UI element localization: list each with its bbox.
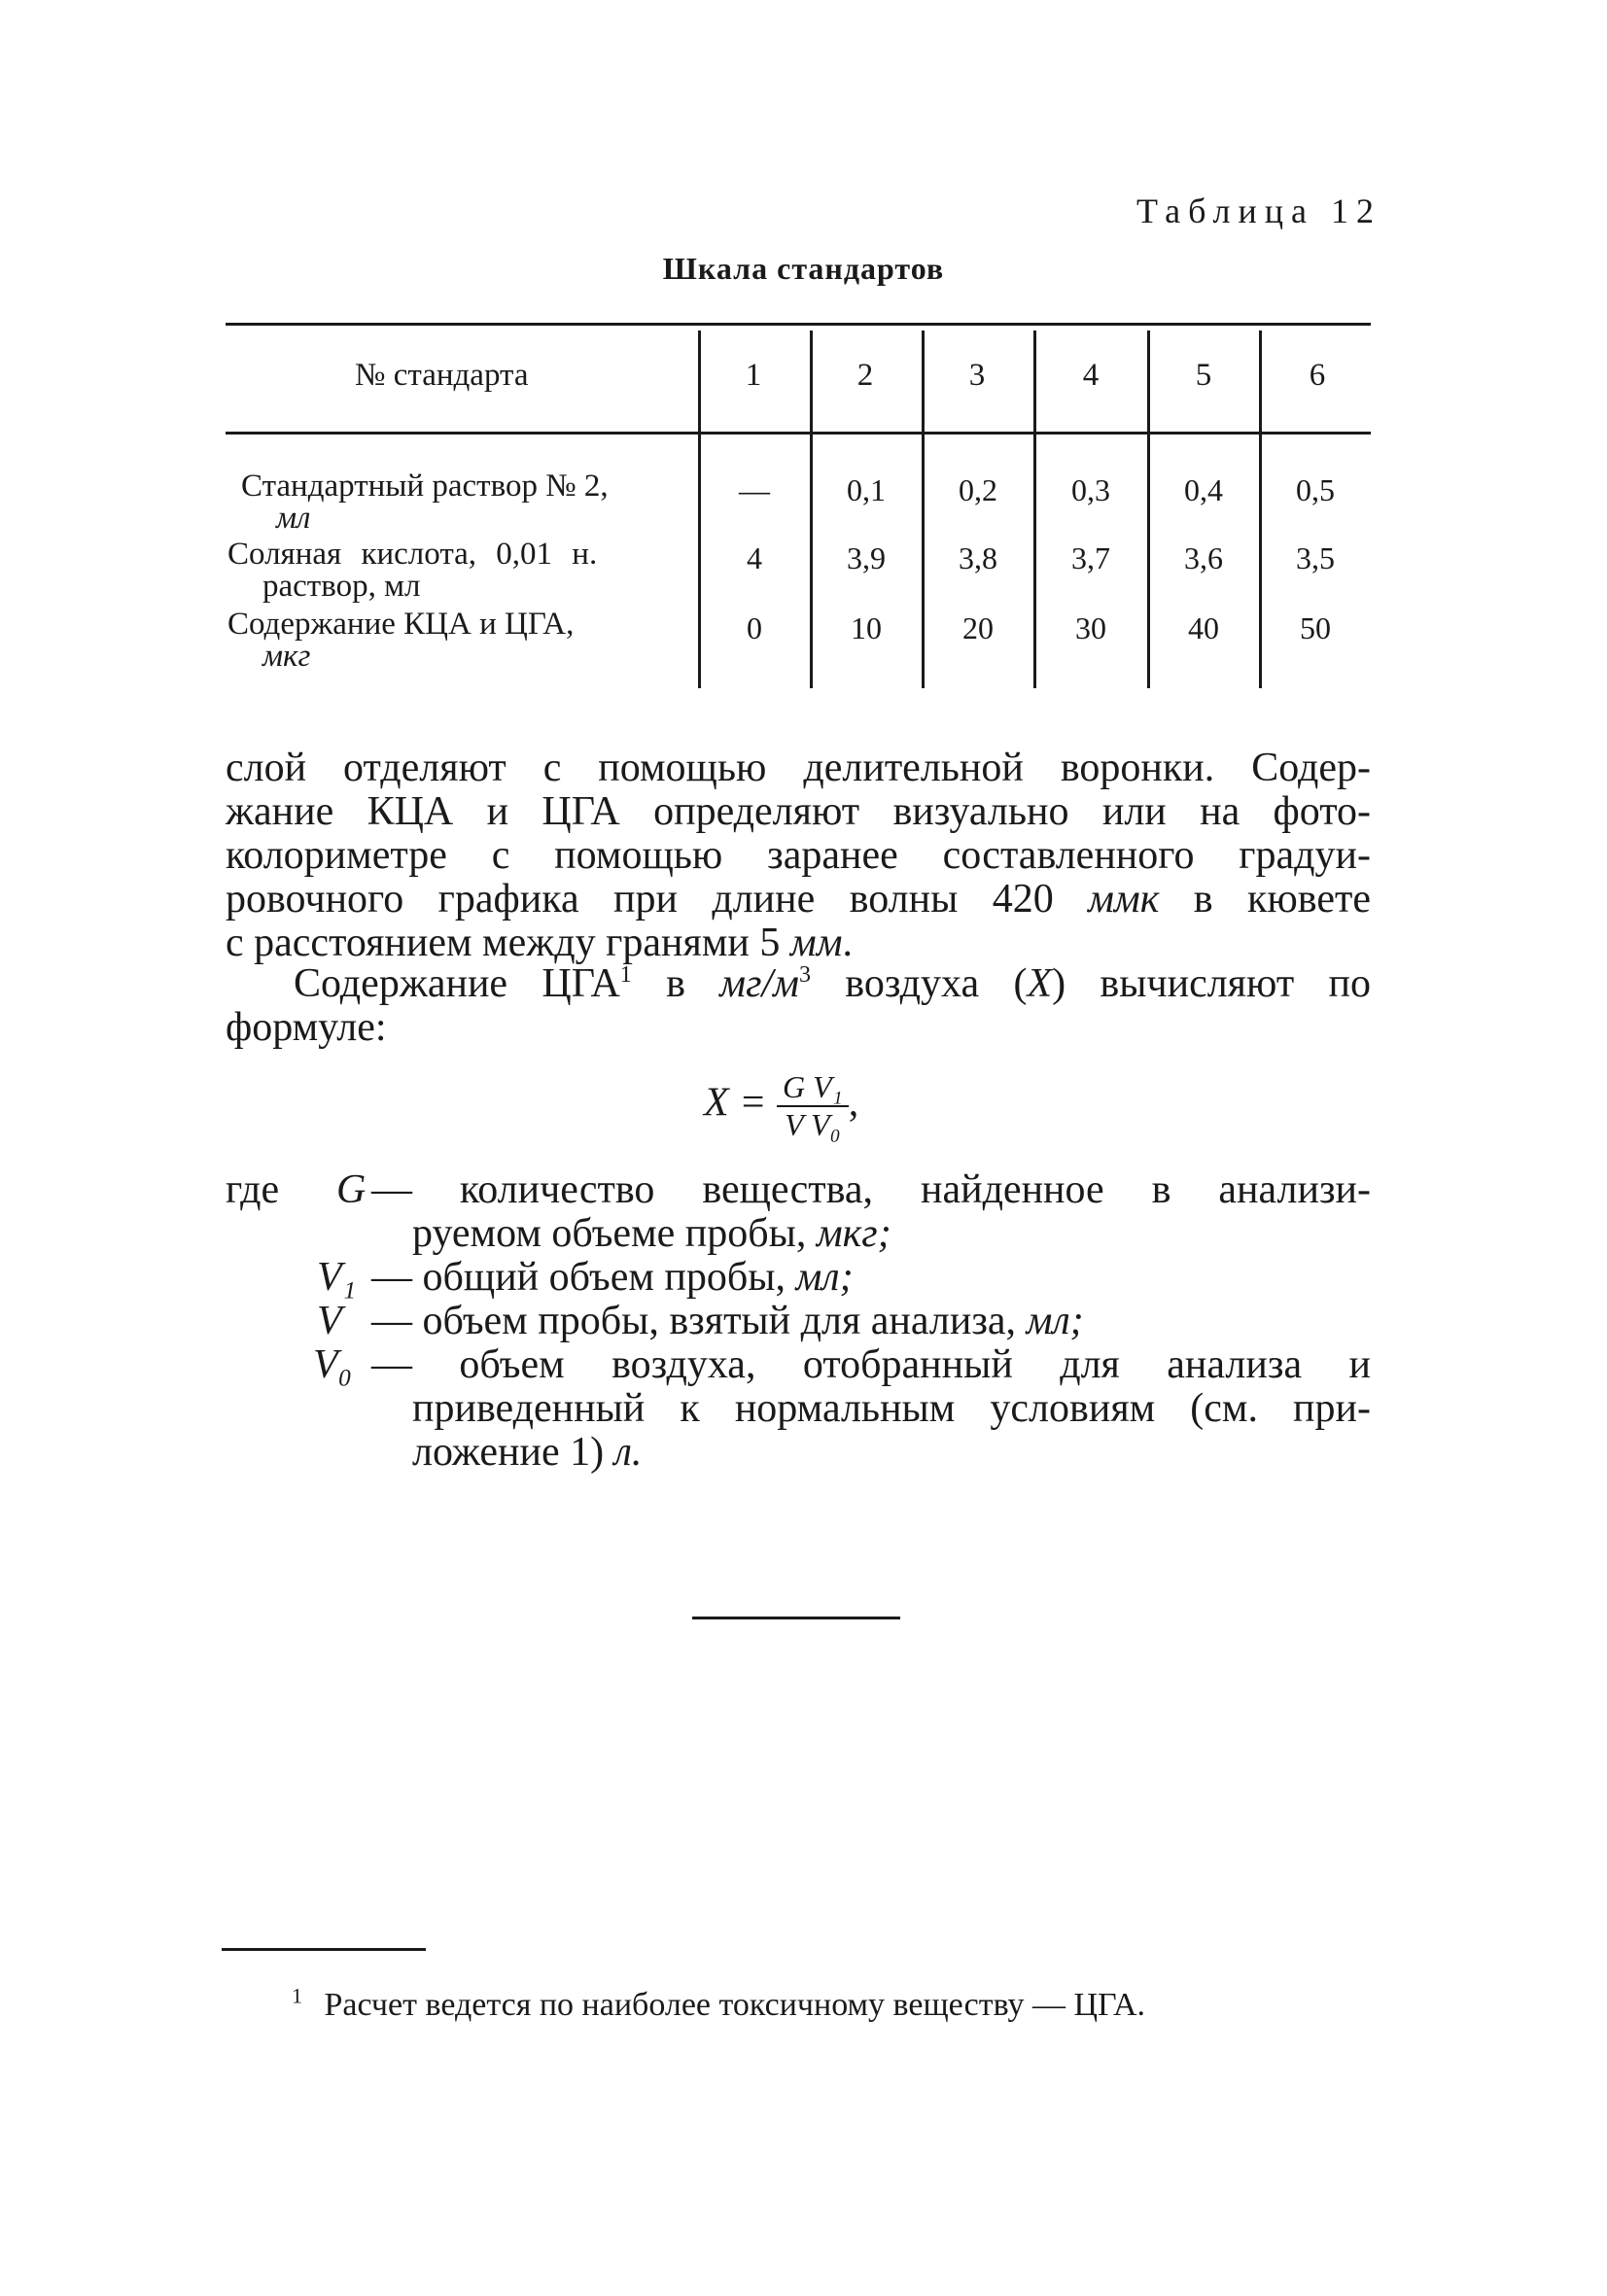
table-cell: 10 xyxy=(851,610,882,645)
table-column-divider xyxy=(1147,330,1150,688)
table-column-divider xyxy=(922,330,925,688)
definition-text: — количество вещества, найденное в анализи- xyxy=(371,1167,1371,1212)
text-line: слой отделяют с помощью делительной воронки. Содер- xyxy=(226,746,1371,790)
variable-symbol: V₁ xyxy=(317,1255,357,1300)
definition-text: — объем пробы, взятый для анализа, мл; xyxy=(371,1299,1084,1343)
table-header-rule xyxy=(226,432,1371,435)
table-cell: 0,4 xyxy=(1184,472,1223,507)
body-paragraph xyxy=(226,747,1371,965)
table-cell: 4 xyxy=(747,540,762,575)
row-label-line: Содержание КЦА и ЦГА, xyxy=(227,607,575,642)
table-cell: — xyxy=(739,472,770,507)
table-column-divider xyxy=(810,330,813,688)
section-end-rule xyxy=(692,1617,900,1619)
table-top-rule xyxy=(226,323,1371,326)
table-header-cell: 6 xyxy=(1309,358,1326,393)
table-column-divider xyxy=(1033,330,1036,688)
table-cell: 0,1 xyxy=(847,472,886,507)
formula-denominator: V V₀ xyxy=(785,1107,841,1142)
table-column-divider xyxy=(698,330,701,688)
variable-symbol: G xyxy=(336,1167,367,1212)
table-cell: 20 xyxy=(962,610,994,645)
footnote-mark: 1 xyxy=(292,1983,302,2008)
table-row-label xyxy=(241,470,609,535)
text-line: Содержание ЦГА$^1$ в $мг/м^3$ воздуха (X) вычисляют по xyxy=(294,961,1371,1006)
footnote-text: Расчет ведется по наиболее токсичному веществу — ЦГА. xyxy=(324,1987,1146,2023)
table-header-cell: 5 xyxy=(1195,358,1212,393)
table-cell: 3,6 xyxy=(1184,540,1223,575)
definition-text: ложение 1) л. xyxy=(412,1430,643,1475)
where-label: где xyxy=(226,1167,280,1212)
table-cell: 0,2 xyxy=(959,472,997,507)
table-cell: 0,5 xyxy=(1296,472,1335,507)
definition-text: — объем воздуха, отобранный для анализа и xyxy=(371,1342,1371,1387)
table-row-label xyxy=(227,609,574,673)
row-label-unit: мкг xyxy=(262,639,311,674)
table-cell: 30 xyxy=(1075,610,1106,645)
definition-text: — общий объем пробы, мл; xyxy=(371,1255,854,1300)
formula-numerator: G V₁ xyxy=(777,1069,849,1107)
text-line: колориметре с помощью заранее составленного градуи- xyxy=(226,833,1371,878)
table-cell: 50 xyxy=(1300,610,1331,645)
body-paragraph xyxy=(226,962,1371,1050)
table-cell: 0,3 xyxy=(1071,472,1110,507)
table-header-cell: 3 xyxy=(968,358,986,393)
table-header-cell: 4 xyxy=(1082,358,1100,393)
definition-text: приведенный к нормальным условиям (см. при- xyxy=(412,1386,1371,1431)
table-cell: 40 xyxy=(1188,610,1219,645)
text-line: ровочного графика при длине волны 420 ммк в кювете xyxy=(226,877,1371,922)
row-label-line: Стандартный раствор № 2, xyxy=(241,469,609,504)
table-cell: 0 xyxy=(747,610,762,645)
table-header-cell: 1 xyxy=(745,358,762,393)
formula-lhs: X = xyxy=(704,1080,767,1126)
row-label-unit: мл xyxy=(276,501,311,536)
text-line: жание КЦА и ЦГА определяют визуально или на фото- xyxy=(226,789,1371,834)
text-line: с расстоянием между гранями 5 мм. xyxy=(226,921,853,965)
table-header-label: № стандарта xyxy=(355,358,529,393)
table-column-divider xyxy=(1259,330,1262,688)
variable-symbol: V₀ xyxy=(313,1342,353,1387)
table-cell: 3,5 xyxy=(1296,540,1335,575)
footnote-separator xyxy=(222,1948,426,1951)
table-header-cell: 2 xyxy=(856,358,874,393)
row-label-line: раствор, мл xyxy=(262,569,421,604)
variable-symbol: V xyxy=(317,1299,342,1343)
row-label-line: Соляная кислота, 0,01 н. xyxy=(227,537,598,572)
table-cell: 3,7 xyxy=(1071,540,1110,575)
definition-text: руемом объеме пробы, мкг; xyxy=(412,1211,891,1256)
text-line: формуле: xyxy=(226,1005,387,1050)
table-title: Шкала стандартов xyxy=(662,251,945,286)
formula-fraction xyxy=(777,1069,849,1143)
table-caption: Таблица 12 xyxy=(1136,191,1381,230)
table-row-label xyxy=(227,539,597,603)
footnote xyxy=(292,1983,1146,2024)
table-cell: 3,9 xyxy=(847,540,886,575)
table-cell: 3,8 xyxy=(959,540,997,575)
formula: X = $\frac{\text{G V₁}}{\text{V V₀}}$ , xyxy=(704,1069,859,1142)
